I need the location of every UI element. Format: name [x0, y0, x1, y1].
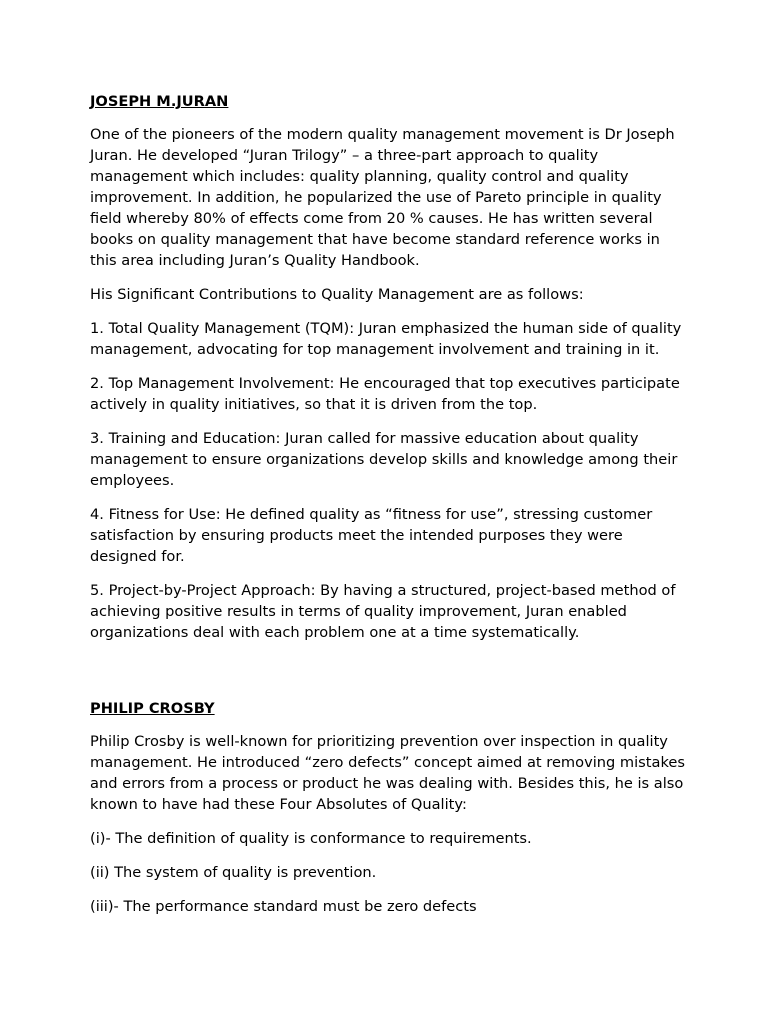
contribution-item-fitness-for-use: 4. Fitness for Use: He defined quality as “fitness for use”, stressing customer satisfaction by ensuring products meet the intended purposes they were designed for.	[90, 506, 653, 565]
crosby-heading: PHILIP CROSBY	[90, 700, 215, 717]
contribution-item-training: 3. Training and Education: Juran called for massive education about quality management to ensure organizations develop skills and knowledge among their employees.	[90, 430, 678, 489]
section-spacer	[90, 656, 690, 698]
absolute-item-system: (ii) The system of quality is prevention.	[90, 864, 377, 881]
juran-heading: JOSEPH M.JURAN	[90, 93, 229, 110]
contribution-item-project-approach: 5. Project-by-Project Approach: By having a structured, project-based method of achieving positive results in terms of quality improvement, Juran enabled organizations deal with each problem one at a time systematically.	[90, 582, 676, 641]
juran-intro-paragraph: One of the pioneers of the modern quality management movement is Dr Joseph Juran. He developed “Juran Trilogy” – a three-part approach to quality management which includes: quality planning, quality control and quality improvement. In addition, he popularized the use of Pareto principle in quality field whereby 80% of effects come from 20 % causes. He has written several books on quality management that have become standard reference works in this area including Juran’s Quality Handbook.	[90, 126, 675, 269]
absolute-item-definition: (i)- The definition of quality is conformance to requirements.	[90, 830, 532, 847]
absolute-item-performance: (iii)- The performance standard must be zero defects	[90, 898, 477, 915]
document-page	[90, 91, 690, 930]
crosby-intro-paragraph: Philip Crosby is well-known for prioritizing prevention over inspection in quality management. He introduced “zero defects” concept aimed at removing mistakes and errors from a process or product he was dealing with. Besides this, he is also known to have had these Four Absolutes of Quality:	[90, 733, 685, 813]
contributions-intro-paragraph: His Significant Contributions to Quality Management are as follows:	[90, 286, 584, 303]
contribution-item-tqm: 1. Total Quality Management (TQM): Juran emphasized the human side of quality management, advocating for top management involvement and training in it.	[90, 320, 682, 358]
contribution-item-top-management: 2. Top Management Involvement: He encouraged that top executives participate actively in quality initiatives, so that it is driven from the top.	[90, 375, 680, 413]
